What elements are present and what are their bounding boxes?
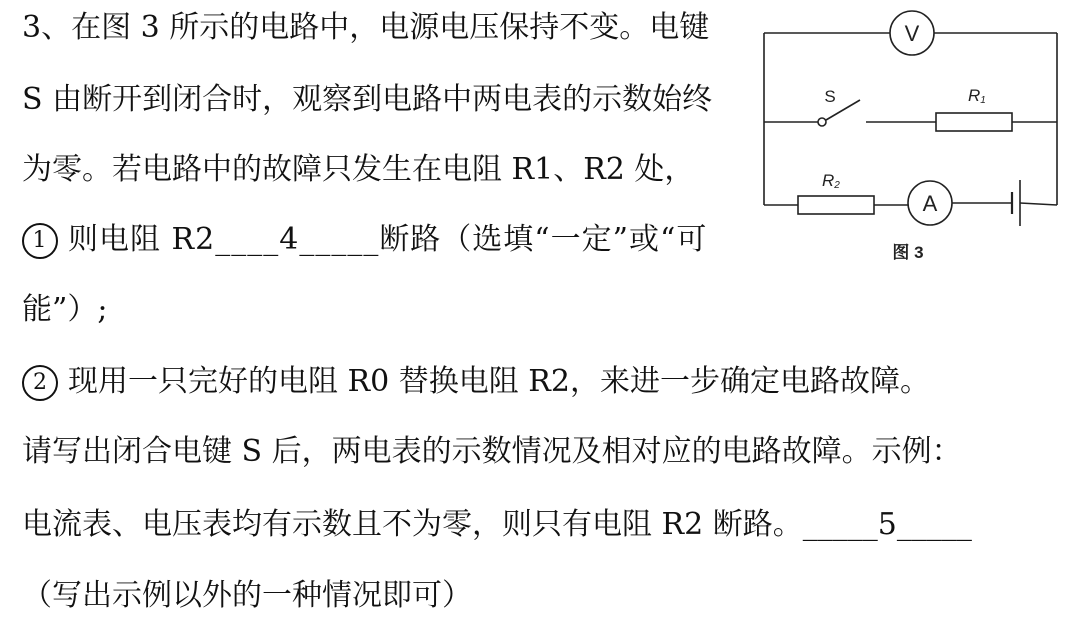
switch-label: S [824,87,836,106]
question-1-blank-pre: ____ [215,222,280,257]
r1-label-sub: 1 [980,95,986,106]
question-1-continuation: 能”）; [22,292,108,327]
question-1 [22,220,707,260]
r1-label-main: R [968,86,981,105]
question-2-blank-post: _____ [896,507,972,542]
question-2-line-3 [22,505,972,545]
question-1-answer: 4 [279,222,300,257]
r2-label [822,171,840,191]
r2-label-main: R [822,171,835,190]
question-2-line-2: 请写出闭合电键 S 后，两电表的示数情况及相对应的电路故障。示例： [22,434,962,469]
question-2-line-4: （写出示例以外的一种情况即可） [22,578,472,613]
question-2-line-3-text: 电流表、电压表均有示数且不为零，则只有电阻 R2 断路。 [22,507,803,542]
question-1-blank-post: _____ [299,222,380,257]
battery [1012,180,1020,226]
question-2-answer: 5 [877,507,897,542]
question-1-prefix: 则电阻 R2 [68,222,216,257]
question-2-line-1-text: 现用一只完好的电阻 R0 替换电阻 R2，来进一步确定电路故障。 [68,364,930,399]
figure-caption: 图 3 [892,243,924,262]
problem-line-2: S 由断开到闭合时，观察到电路中两电表的示数始终 [22,82,713,117]
circuit-diagram [750,10,1070,270]
switch-contact [818,118,826,126]
problem-line-1: 3、在图 3 所示的电路中，电源电压保持不变。电键 [22,10,710,45]
resistor-r2 [798,196,874,214]
question-2-line-1 [22,362,930,402]
resistor-r1 [936,113,1012,131]
ammeter-label: A [922,191,938,216]
question-1-number: 1 [22,223,58,259]
r1-label [968,86,986,106]
question-2-number: 2 [22,365,58,401]
question-1-suffix: 断路（选填“一定”或“可 [379,222,708,257]
wire-battery-right [1020,203,1057,205]
problem-line-3: 为零。若电路中的故障只发生在电阻 R1、R2 处， [22,152,695,187]
voltmeter-label: V [904,21,920,46]
question-2-blank-pre: _____ [802,507,878,542]
r2-label-sub: 2 [834,180,840,191]
